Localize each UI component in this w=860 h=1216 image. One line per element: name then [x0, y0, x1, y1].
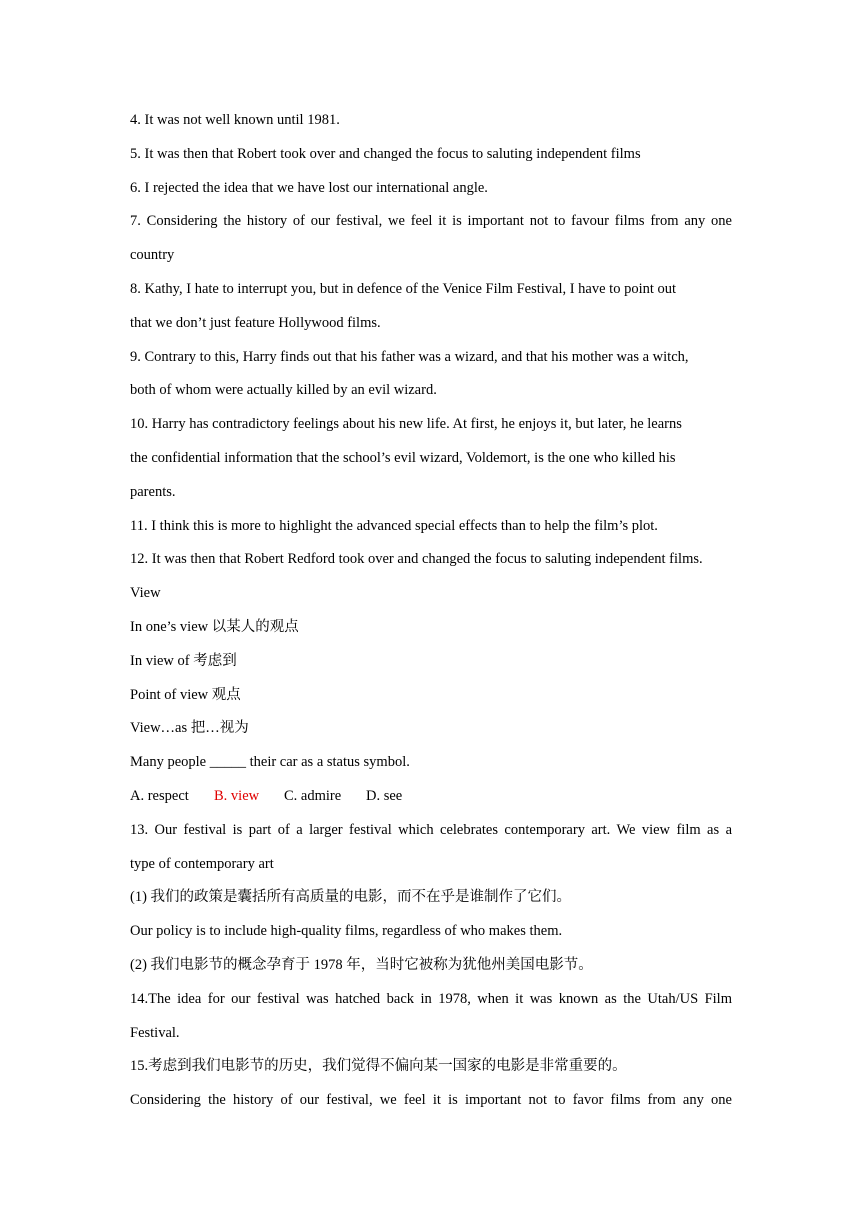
vocab-item: Point of view 观点	[130, 686, 241, 703]
text-line: country	[130, 247, 175, 264]
choice-d: D. see	[366, 787, 403, 804]
choice-b-answer: B. view	[214, 787, 260, 804]
vocab-item: In view of 考虑到	[130, 652, 237, 669]
text-line: 9. Contrary to this, Harry finds out that his father was a wizard, and that his mother was a witch,	[130, 348, 689, 365]
choice-a: A. respect	[130, 787, 189, 804]
text-line: the confidential information that the school’s evil wizard, Voldemort, is the one who killed his	[130, 449, 676, 466]
text-line: 12. It was then that Robert Redford took over and changed the focus to saluting independent films.	[130, 551, 703, 568]
text-line: Considering the history of our festival, we feel it is important not to favor films from any one	[130, 1092, 732, 1109]
text-line: 14.The idea for our festival was hatched back in 1978, when it was known as the Utah/US Film	[130, 990, 732, 1007]
text-line: that we don’t just feature Hollywood films.	[130, 314, 381, 331]
text-line: Our policy is to include high-quality films, regardless of who makes them.	[130, 923, 563, 940]
vocab-item: In one’s view 以某人的观点	[130, 618, 299, 635]
text-line: Festival.	[130, 1024, 180, 1041]
section-heading: View	[130, 585, 161, 602]
text-line: 7. Considering the history of our festival, we feel it is important not to favour films from any one	[130, 213, 732, 230]
answer-choices	[130, 780, 732, 814]
chinese-sentence: (1) 我们的政策是囊括所有高质量的电影，而不在乎是谁制作了它们。	[130, 889, 572, 906]
text-line: both of whom were actually killed by an evil wizard.	[130, 382, 437, 399]
text-line: 5. It was then that Robert took over and changed the focus to saluting independent films	[130, 145, 641, 162]
text-line: 4. It was not well known until 1981.	[130, 112, 340, 128]
text-line: parents.	[130, 483, 176, 500]
question-stem: Many people _____ their car as a status symbol.	[130, 754, 410, 771]
text-line: 8. Kathy, I hate to interrupt you, but in defence of the Venice Film Festival, I have to point out	[130, 280, 677, 297]
text-line: 6. I rejected the idea that we have lost our international angle.	[130, 179, 488, 196]
text-line: 11. I think this is more to highlight the advanced special effects than to help the film’s plot.	[130, 517, 658, 534]
choice-c: C. admire	[284, 787, 342, 804]
text-line: 10. Harry has contradictory feelings about his new life. At first, he enjoys it, but later, he learns	[130, 416, 682, 433]
vocab-item: View…as 把…视为	[130, 720, 249, 737]
chinese-sentence: (2) 我们电影节的概念孕育于 1978 年，当时它被称为犹他州美国电影节。	[130, 956, 593, 973]
document-page	[130, 104, 732, 1118]
chinese-sentence: 15.考虑到我们电影节的历史，我们觉得不偏向某一国家的电影是非常重要的。	[130, 1058, 627, 1075]
text-line: 13. Our festival is part of a larger festival which celebrates contemporary art. We view film as a	[130, 821, 732, 838]
text-line: type of contemporary art	[130, 855, 274, 872]
